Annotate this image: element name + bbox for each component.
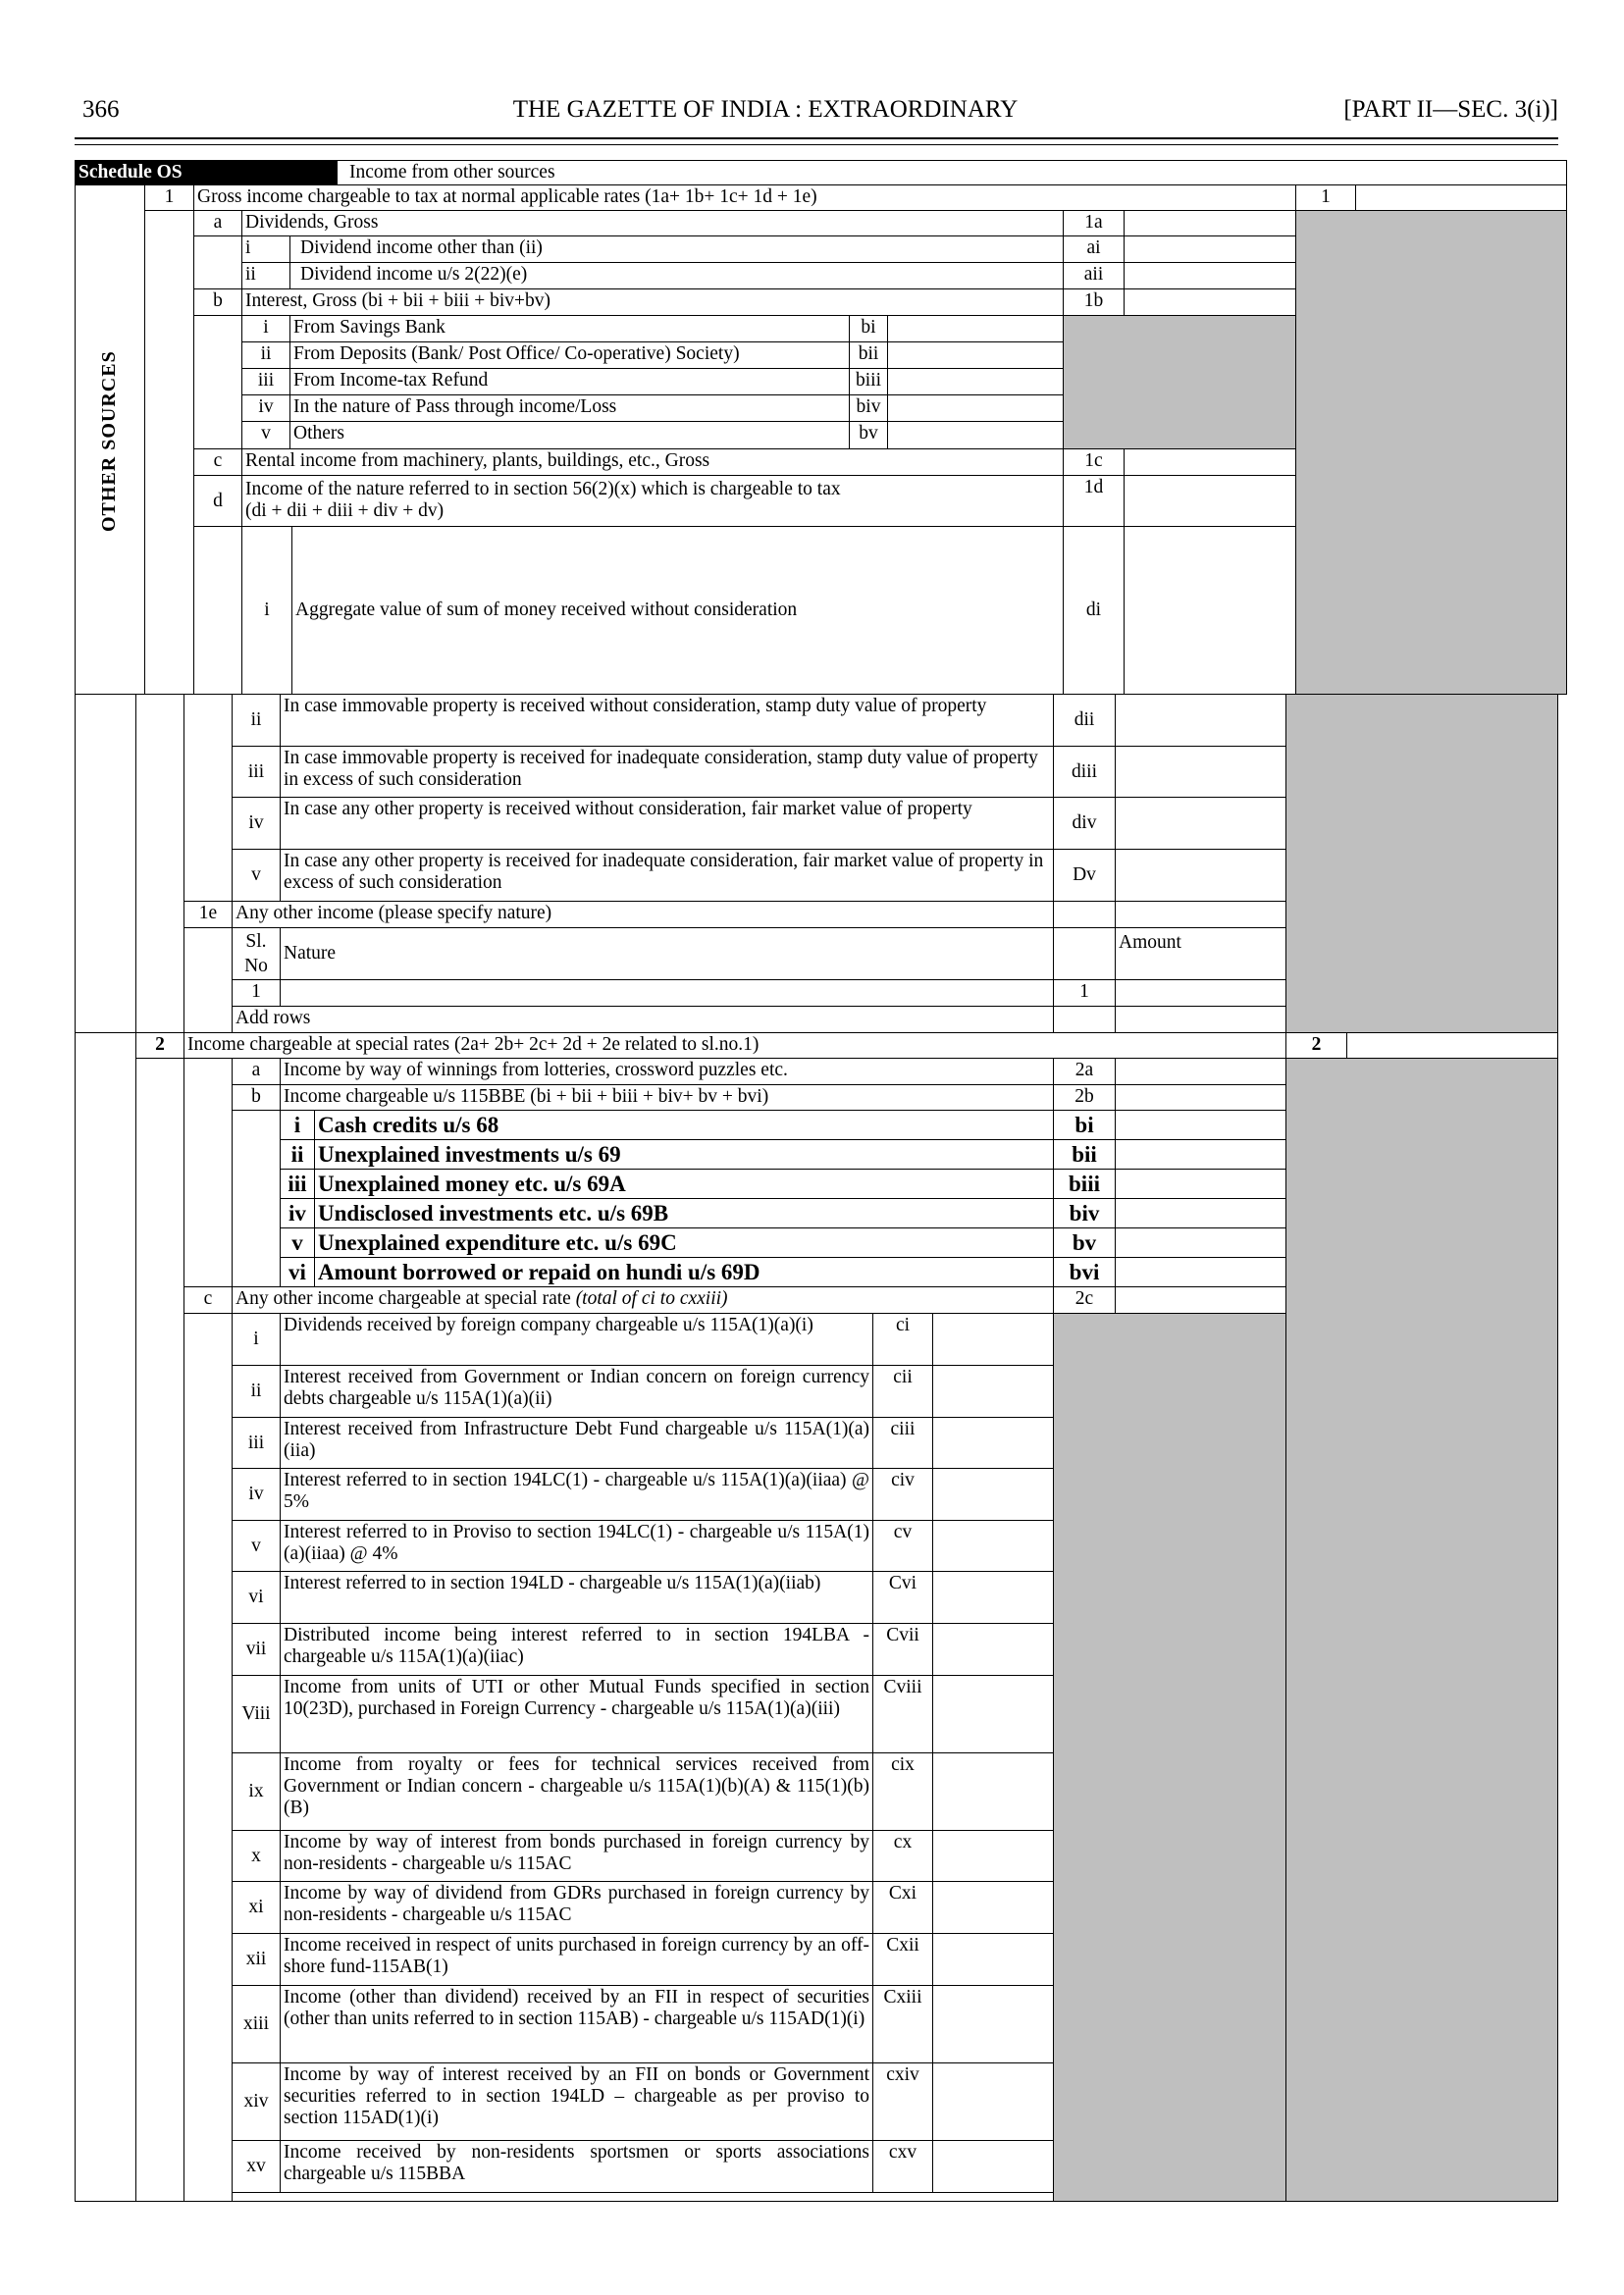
s2c-item-label: Income received in respect of units purchased in foreign currency by an off-shore fund-115AB(1) — [280, 1933, 873, 1986]
s2b-iii-num: iii — [280, 1169, 315, 1199]
s2b-ii-num: ii — [280, 1139, 315, 1170]
s1b-iv-amount-input[interactable] — [887, 394, 1064, 422]
s2b-v-amount-input[interactable] — [1115, 1227, 1286, 1258]
part-section: [PART II—SEC. 3(i)] — [1343, 96, 1558, 123]
s2c-item-amount-input[interactable] — [932, 1985, 1054, 2063]
s1b-iv-label: In the nature of Pass through income/Loss — [289, 394, 850, 422]
s1b-i-amount-input[interactable] — [887, 315, 1064, 342]
s1b-ii-num: ii — [241, 341, 290, 369]
s2b-i-label: Cash credits u/s 68 — [314, 1110, 1054, 1140]
s1e-code-cell — [1053, 901, 1116, 928]
s2c-item-num: vii — [232, 1623, 281, 1676]
s2a-label: Income by way of winnings from lotteries, crossword puzzles etc. — [280, 1058, 1054, 1085]
s2c-item-code: Cxi — [872, 1881, 933, 1934]
s1d-iv-num: iv — [232, 797, 281, 850]
s2c-item-label: Interest received from Infrastructure Debt Fund chargeable u/s 115A(1)(a)(iia) — [280, 1417, 873, 1469]
s2b-vi-code: bvi — [1053, 1257, 1116, 1287]
s1b-indent — [193, 315, 242, 449]
s2c-item-num: xiii — [232, 1985, 281, 2063]
s2c-item-num: iv — [232, 1468, 281, 1521]
s2b-code: 2b — [1053, 1084, 1116, 1111]
s2b-ii-code: bii — [1053, 1139, 1116, 1170]
s2c-item-code: ciii — [872, 1417, 933, 1469]
s2b-v-code: bv — [1053, 1227, 1116, 1258]
s2b-v-label: Unexplained expenditure etc. u/s 69C — [314, 1227, 1054, 1258]
s1b-iii-label: From Income-tax Refund — [289, 368, 850, 395]
s1a-ii-amount-input[interactable] — [1124, 262, 1296, 289]
s2c-label — [232, 1286, 1054, 1314]
s1b-iv-num: iv — [241, 394, 290, 422]
s1b-iii-num: iii — [241, 368, 290, 395]
schedule-label: Schedule OS — [75, 160, 338, 185]
s1e-row1-num: 1 — [232, 979, 281, 1007]
s1b-ii-amount-input[interactable] — [887, 341, 1064, 369]
s2c-code: 2c — [1053, 1286, 1116, 1314]
s2c-item-code: cxv — [872, 2140, 933, 2193]
s2b-indent — [232, 1110, 281, 1296]
s1d-label-line1: Income of the nature referred to in section 56(2)(x) which is chargeable to tax — [245, 479, 841, 499]
s2c-item-label: Interest referred to in Proviso to section 194LC(1) - chargeable u/s 115A(1)(a)(iiaa) @ 4% — [280, 1520, 873, 1572]
s1d-ii-amount-input[interactable] — [1115, 694, 1286, 747]
s1b-v-amount-input[interactable] — [887, 421, 1064, 449]
s2c-item-num: xiv — [232, 2062, 281, 2141]
s2c-item-label: Income from royalty or fees for technical services received from Government or Indian concern - chargeable u/s 115A(1)(b)(A) & 115(1)(b)(B) — [280, 1752, 873, 1831]
header-rule-top — [75, 137, 1558, 139]
s2ab-indent — [183, 1058, 233, 1295]
s1d-iii-code: diii — [1053, 746, 1116, 798]
s1a-i-code: ai — [1063, 235, 1125, 263]
s1b-v-num: v — [241, 421, 290, 449]
s1a-letter: a — [193, 210, 242, 236]
s2-right-shaded-column — [1285, 1058, 1558, 2202]
s1d-ii-label: In case immovable property is received without consideration, stamp duty value of property — [280, 694, 1054, 747]
s1b-letter: b — [193, 288, 242, 316]
s2b-letter: b — [232, 1084, 281, 1111]
s2c-item-num: xv — [232, 2140, 281, 2193]
s2c-item-code: civ — [872, 1468, 933, 1521]
s1b-iii-code: biii — [849, 368, 888, 395]
s1b-code: 1b — [1063, 288, 1125, 316]
s2c-label-text: Any other income chargeable at special rate — [236, 1288, 576, 1309]
s2c-item-label: Income (other than dividend) received by an FII in respect of securities (other than units referred to in section 115AB) - chargeable u/s 115AD(1)(i) — [280, 1985, 873, 2063]
s1d-iv-label: In case any other property is received without consideration, fair market value of property — [280, 797, 1054, 850]
s2b-i-amount-input[interactable] — [1115, 1110, 1286, 1140]
s1a-i-num: i — [241, 235, 290, 263]
s1e-indent — [183, 927, 233, 1040]
s1d-indent — [193, 526, 242, 695]
s1d-v-code: Dv — [1053, 849, 1116, 902]
s2b-vi-label: Amount borrowed or repaid on hundi u/s 69D — [314, 1257, 1054, 1287]
gazette-title: THE GAZETTE OF INDIA : EXTRAORDINARY — [512, 96, 1019, 123]
s1d-label-line2: (di + dii + diii + div + dv) — [245, 500, 445, 521]
s1d-label — [241, 475, 1064, 527]
s2c-item-code: ci — [872, 1313, 933, 1366]
s1d-i-amount-input[interactable] — [1124, 526, 1296, 695]
s2c-item-num: Viii — [232, 1675, 281, 1753]
s2c-item-amount-input[interactable] — [932, 1752, 1054, 1831]
s1a-indent — [193, 235, 242, 289]
t2-s1-indent — [135, 694, 184, 1040]
s2c-mid-shaded — [1053, 1313, 1286, 2202]
s1b-ii-code: bii — [849, 341, 888, 369]
s2-indent — [135, 1058, 184, 2202]
s1-label: Gross income chargeable to tax at normal applicable rates (1a+ 1b+ 1c+ 1d + 1e) — [193, 184, 1296, 211]
s2b-v-num: v — [280, 1227, 315, 1258]
s1b-label: Interest, Gross (bi + bii + biii + biv+bv) — [241, 288, 1064, 316]
s2b-iv-label: Undisclosed investments etc. u/s 69B — [314, 1198, 1054, 1228]
s2c-amount-input[interactable] — [1115, 1286, 1286, 1314]
s2c-item-code: Cvi — [872, 1571, 933, 1624]
s2b-iii-amount-input[interactable] — [1115, 1169, 1286, 1199]
page-number: 366 — [82, 96, 120, 123]
s1a-code: 1a — [1063, 210, 1125, 236]
s2b-ii-label: Unexplained investments u/s 69 — [314, 1139, 1054, 1170]
s1e-col-blank — [1053, 927, 1116, 980]
s1e-col-amount: Amount — [1115, 927, 1286, 980]
header-rule-bottom — [75, 144, 1558, 145]
s2c-item-label: Interest referred to in section 194LC(1) - chargeable u/s 115A(1)(a)(iiaa) @ 5% — [280, 1468, 873, 1521]
s1d-ii-code: dii — [1053, 694, 1116, 747]
s2c-item-code: cx — [872, 1830, 933, 1882]
s1c-code: 1c — [1063, 448, 1125, 476]
s2c-item-code: Cxiii — [872, 1985, 933, 2063]
s2c-item-amount-input[interactable] — [932, 1365, 1054, 1418]
s2c-item-code: Cvii — [872, 1623, 933, 1676]
s2b-i-num: i — [280, 1110, 315, 1140]
s1d-i-code: di — [1063, 526, 1125, 695]
s2b-iv-code: biv — [1053, 1198, 1116, 1228]
s1c-label: Rental income from machinery, plants, buildings, etc., Gross — [241, 448, 1064, 476]
s1e-add-rows-code-cell — [1053, 1006, 1116, 1033]
s1e-add-rows-button[interactable]: Add rows — [232, 1006, 1054, 1033]
s1b-shaded-block — [1063, 315, 1296, 449]
s2c-item-label: Income from units of UTI or other Mutual Funds specified in section 10(23D), purchased in Foreign Currency - chargeable u/s 115A(1)(a)(iii) — [280, 1675, 873, 1753]
s1b-i-num: i — [241, 315, 290, 342]
s1b-v-code: bv — [849, 421, 888, 449]
s2c-item-code: Cxii — [872, 1933, 933, 1986]
s1d-letter: d — [193, 475, 242, 527]
s2b-iii-label: Unexplained money etc. u/s 69A — [314, 1169, 1054, 1199]
s2c-item-amount-input[interactable] — [932, 1571, 1054, 1624]
s2a-code: 2a — [1053, 1058, 1116, 1085]
s2c-item-num: vi — [232, 1571, 281, 1624]
s1b-amount-input[interactable] — [1124, 288, 1296, 316]
s1-code: 1 — [1295, 184, 1356, 211]
s1a-ii-label: Dividend income u/s 2(22)(e) — [289, 262, 1064, 289]
s1d-i-num: i — [241, 526, 292, 695]
s1c-amount-input[interactable] — [1124, 448, 1296, 476]
s1e-col-slno: Sl. No — [232, 927, 281, 980]
s1b-v-label: Others — [289, 421, 850, 449]
side-label-other-sources: OTHER SOURCES — [98, 350, 120, 533]
s2c-indent — [183, 1313, 233, 2202]
s2c-item-amount-input[interactable] — [932, 1468, 1054, 1521]
s2b-ii-amount-input[interactable] — [1115, 1139, 1286, 1170]
s2c-item-label: Income by way of interest from bonds purchased in foreign currency by non-residents - chargeable u/s 115AC — [280, 1830, 873, 1882]
t2-side-cell-1 — [75, 694, 136, 1040]
s1-indent-cell — [144, 210, 194, 695]
s2c-item-label: Income by way of dividend from GDRs purchased in foreign currency by non-residents - chargeable u/s 115AC — [280, 1881, 873, 1934]
s2c-item-num: ii — [232, 1365, 281, 1418]
s2c-item-amount-input[interactable] — [932, 1830, 1054, 1882]
s2c-item-amount-input[interactable] — [932, 1933, 1054, 1986]
s1e-add-rows-amount-cell — [1115, 1006, 1286, 1033]
s2b-amount-input[interactable] — [1115, 1084, 1286, 1111]
s1a-i-label: Dividend income other than (ii) — [289, 235, 1064, 263]
s1d-iii-amount-input[interactable] — [1115, 746, 1286, 798]
s1d-v-amount-input[interactable] — [1115, 849, 1286, 902]
s2b-label: Income chargeable u/s 115BBE (bi + bii + biii + biv+ bv + bvi) — [280, 1084, 1054, 1111]
s1a-ii-num: ii — [241, 262, 290, 289]
s1d-ii-num: ii — [232, 694, 281, 747]
s1d-iii-label: In case immovable property is received for inadequate consideration, stamp duty value of property in excess of such consideration — [280, 746, 1054, 798]
s2c-item-label: Income by way of interest received by an FII on bonds or Government securities referred to in section 194LD – chargeable as per proviso to section 115AD(1)(i) — [280, 2062, 873, 2141]
s2c-item-label: Dividends received by foreign company chargeable u/s 115A(1)(a)(i) — [280, 1313, 873, 1366]
s1e-label: Any other income (please specify nature) — [232, 901, 1054, 928]
s1a-label: Dividends, Gross — [241, 210, 1064, 236]
s2c-item-amount-input[interactable] — [932, 1520, 1054, 1572]
s2c-item-num: i — [232, 1313, 281, 1366]
s2c-item-code: cix — [872, 1752, 933, 1831]
s2c-item-amount-input[interactable] — [932, 2140, 1054, 2193]
s2b-iv-num: iv — [280, 1198, 315, 1228]
s2-num: 2 — [135, 1032, 184, 1059]
s1a-amount-input[interactable] — [1124, 210, 1296, 236]
s2-label: Income chargeable at special rates (2a+ 2b+ 2c+ 2d + 2e related to sl.no.1) — [183, 1032, 1286, 1059]
t2-s1d-indent — [183, 694, 233, 902]
s1d-code: 1d — [1063, 475, 1125, 527]
s1d-iii-num: iii — [232, 746, 281, 798]
s2c-item-num: x — [232, 1830, 281, 1882]
s1a-i-amount-input[interactable] — [1124, 235, 1296, 263]
s2c-item-amount-input[interactable] — [932, 1417, 1054, 1469]
s2c-item-amount-input[interactable] — [932, 1623, 1054, 1676]
s1d-i-label: Aggregate value of sum of money received without consideration — [291, 526, 1064, 695]
s1b-iv-code: biv — [849, 394, 888, 422]
s2c-item-amount-input[interactable] — [932, 1881, 1054, 1934]
s1-num: 1 — [144, 184, 194, 211]
s2c-item-num: xii — [232, 1933, 281, 1986]
s2b-iii-code: biii — [1053, 1169, 1116, 1199]
s1b-i-code: bi — [849, 315, 888, 342]
s1-amount-input[interactable] — [1355, 184, 1567, 211]
s2c-item-num: xi — [232, 1881, 281, 1934]
s1-right-shaded-column — [1295, 210, 1567, 695]
s1e-row1-amount-input[interactable] — [1115, 979, 1286, 1007]
s1d-iv-amount-input[interactable] — [1115, 797, 1286, 850]
s2-amount-input[interactable] — [1346, 1032, 1558, 1059]
schedule-title: Income from other sources — [337, 160, 1567, 185]
s2c-item-code: cxiv — [872, 2062, 933, 2141]
s1a-ii-code: aii — [1063, 262, 1125, 289]
s2a-amount-input[interactable] — [1115, 1058, 1286, 1085]
s2c-item-label: Interest referred to in section 194LD - chargeable u/s 115A(1)(a)(iiab) — [280, 1571, 873, 1624]
s2c-item-amount-input[interactable] — [932, 1675, 1054, 1753]
s1b-ii-label: From Deposits (Bank/ Post Office/ Co-operative) Society) — [289, 341, 850, 369]
s2b-vi-amount-input[interactable] — [1115, 1257, 1286, 1287]
s2-code: 2 — [1285, 1032, 1347, 1059]
s2c-item-code: cii — [872, 1365, 933, 1418]
s2b-vi-num: vi — [280, 1257, 315, 1287]
s1e-amount-input[interactable] — [1115, 901, 1286, 928]
s1d-iv-code: div — [1053, 797, 1116, 850]
t2-side-cell-2 — [75, 1032, 136, 2202]
s1b-i-label: From Savings Bank — [289, 315, 850, 342]
s2b-i-code: bi — [1053, 1110, 1116, 1140]
s2c-item-label: Distributed income being interest referred to in section 194LBA - chargeable u/s 115A(1)(a)(iiac) — [280, 1623, 873, 1676]
s1e-row1-nature-input[interactable] — [280, 979, 1054, 1007]
s1b-iii-amount-input[interactable] — [887, 368, 1064, 395]
s2a-letter: a — [232, 1058, 281, 1085]
s2c-item-code: cv — [872, 1520, 933, 1572]
s1e-col-nature: Nature — [280, 927, 1054, 980]
s2c-label-italic: (total of ci to cxxiii) — [575, 1288, 728, 1309]
s2c-item-code: Cviii — [872, 1675, 933, 1753]
s1d-amount-input[interactable] — [1124, 475, 1296, 527]
s2c-letter: c — [183, 1286, 233, 1314]
s2c-item-amount-input[interactable] — [932, 1313, 1054, 1366]
s1d-v-label: In case any other property is received for inadequate consideration, fair market value of property in excess of such consideration — [280, 849, 1054, 902]
s2c-item-num: ix — [232, 1752, 281, 1831]
s1c-letter: c — [193, 448, 242, 476]
s2c-item-amount-input[interactable] — [932, 2062, 1054, 2141]
s1e-row1-code: 1 — [1053, 979, 1116, 1007]
s2b-iv-amount-input[interactable] — [1115, 1198, 1286, 1228]
s2c-item-num: v — [232, 1520, 281, 1572]
s2c-item-label: Interest received from Government or Indian concern on foreign currency debts chargeable u/s 115A(1)(a)(ii) — [280, 1365, 873, 1418]
s2c-item-label: Income received by non-residents sportsmen or sports associations chargeable u/s 115BBA — [280, 2140, 873, 2193]
s1d-v-num: v — [232, 849, 281, 902]
s1e-letter: 1e — [183, 901, 233, 928]
t2-s1-right-shaded — [1285, 694, 1558, 1033]
s2c-item-num: iii — [232, 1417, 281, 1469]
